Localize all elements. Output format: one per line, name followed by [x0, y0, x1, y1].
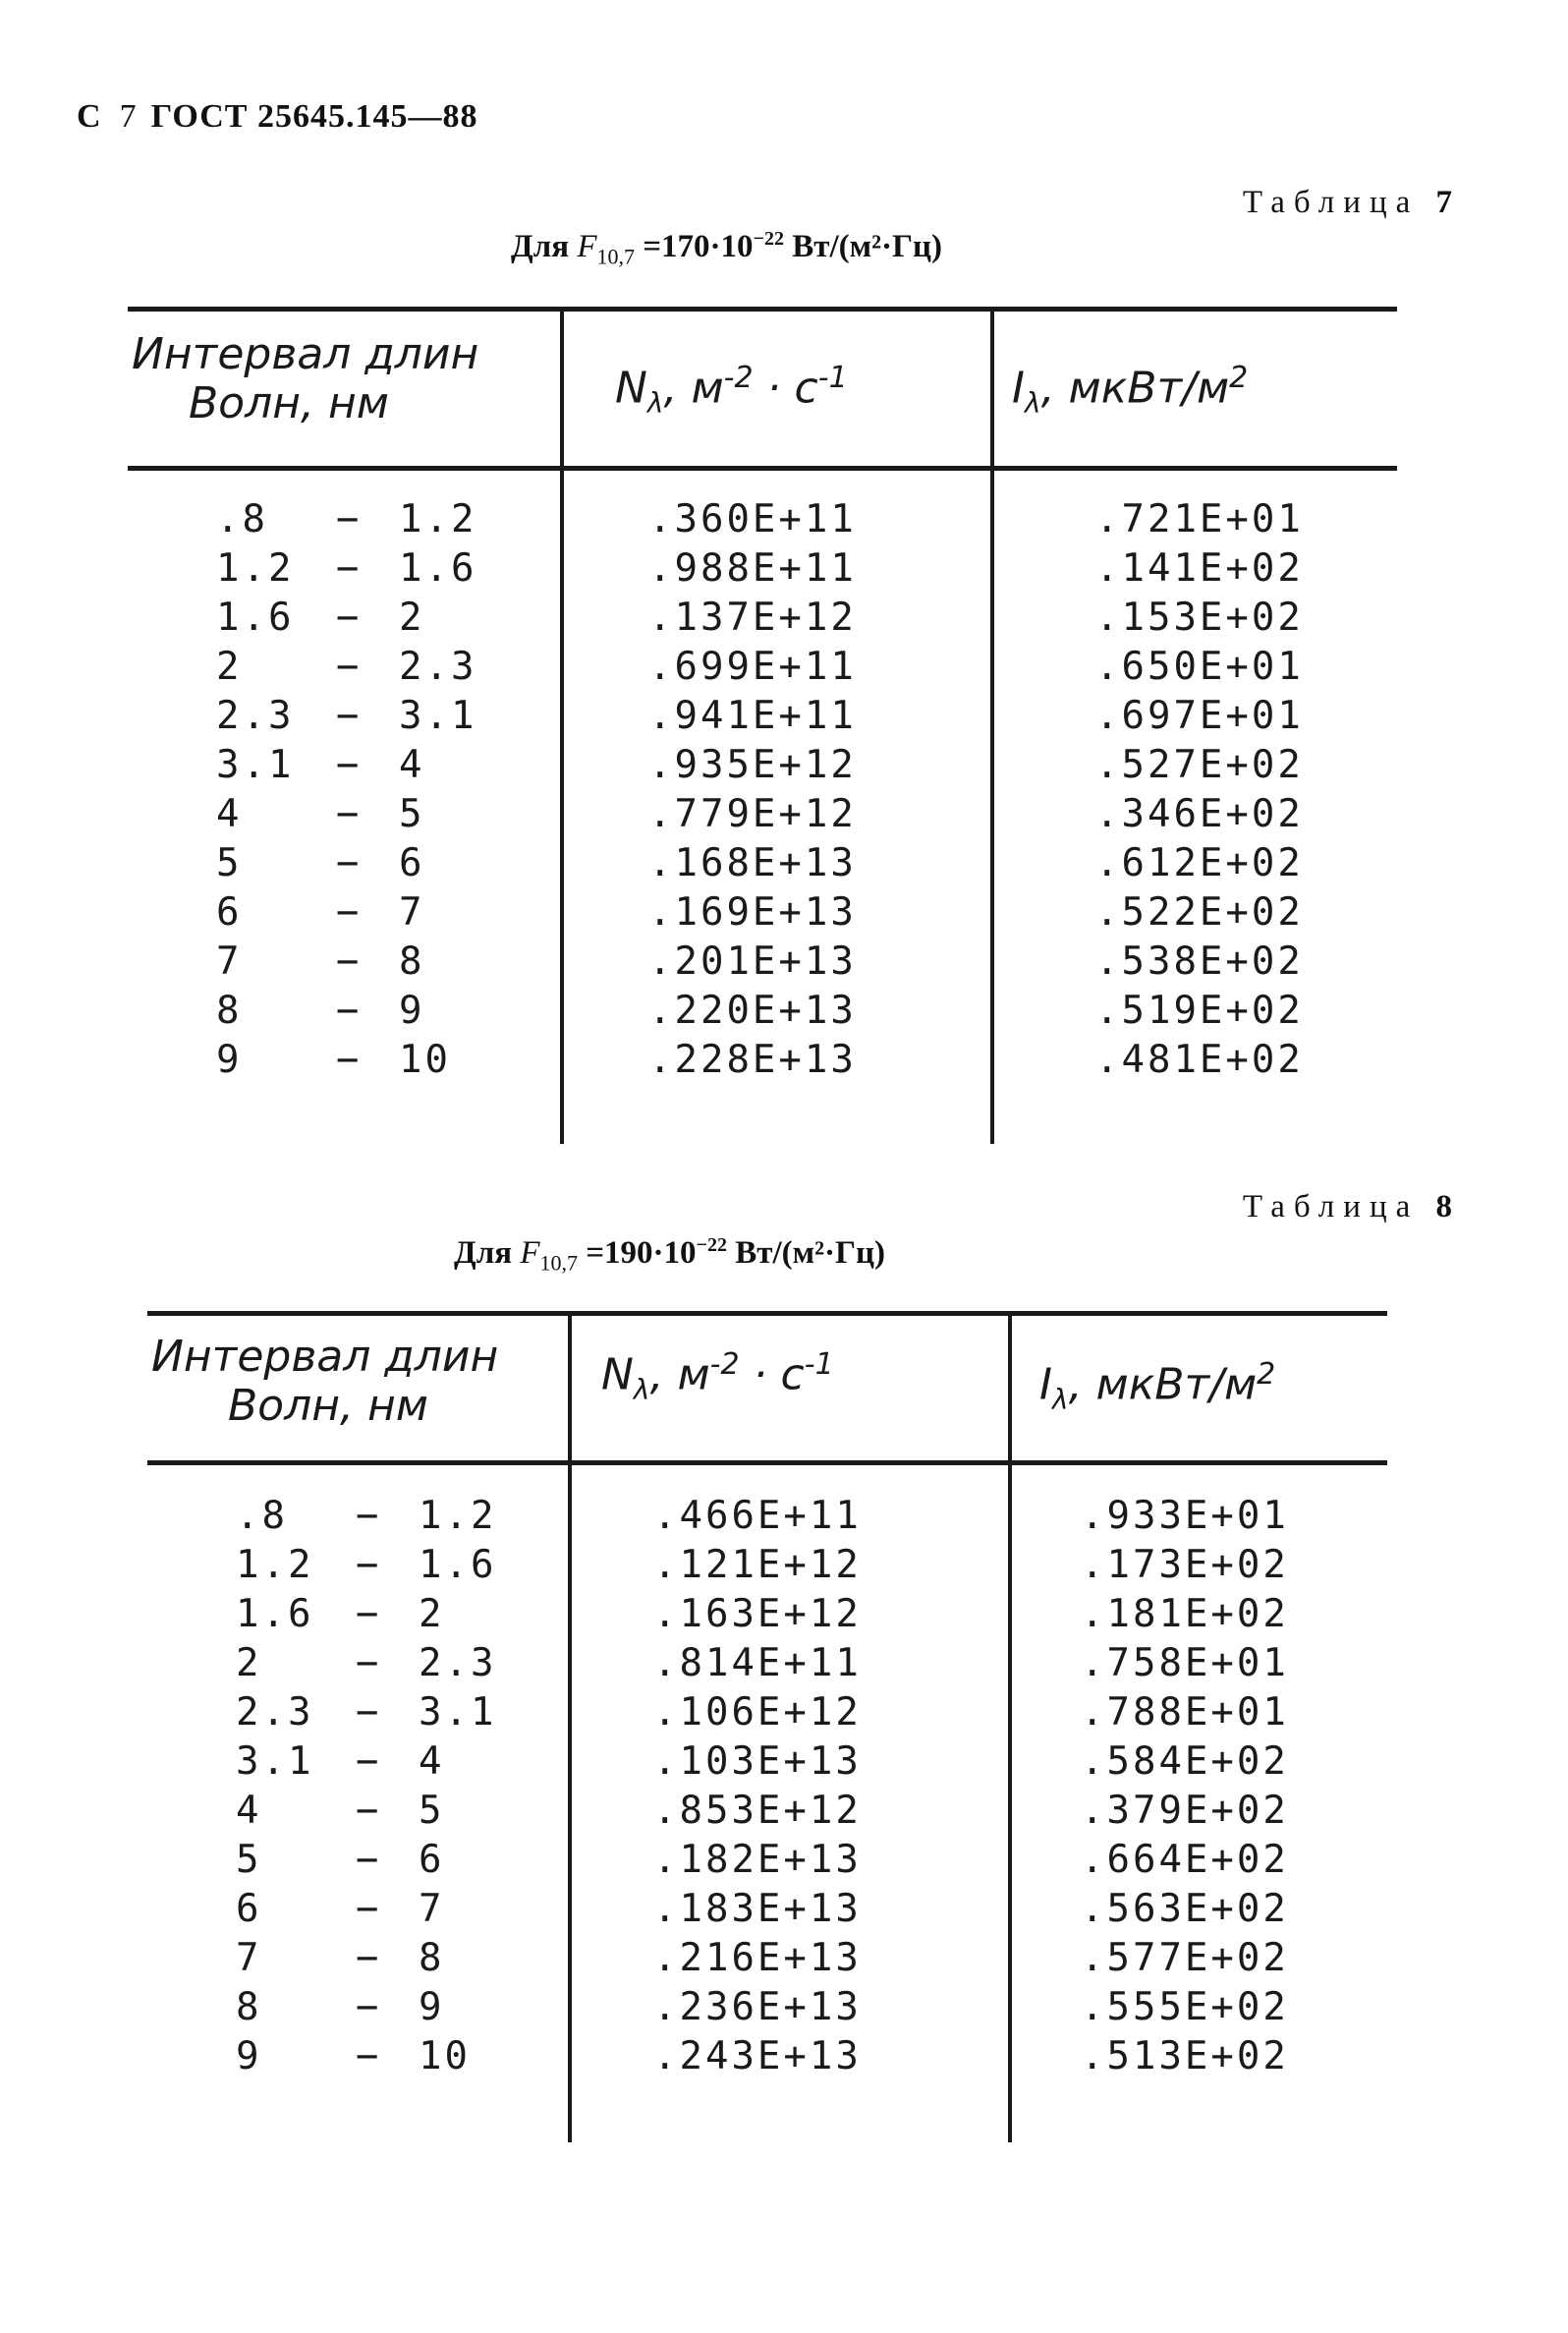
- i-sub: λ: [1024, 386, 1041, 420]
- interval-from: 2.3: [216, 694, 295, 738]
- i-lambda-value: .141E+02: [1095, 546, 1304, 591]
- header-interval-line2: Волн, нм: [189, 378, 389, 428]
- table-row: [147, 1737, 1387, 1787]
- interval-to: 8: [399, 939, 425, 984]
- header-rule: [128, 466, 1397, 471]
- i-exp: 2: [1257, 1357, 1276, 1392]
- caption-unit: Вт/(м²·Гц): [783, 229, 942, 264]
- table-7-caption: [511, 228, 942, 270]
- table-body: [147, 1492, 1387, 2081]
- n-exp2: -1: [817, 361, 848, 395]
- n-lambda-value: .466E+11: [653, 1494, 862, 1538]
- i-sub: λ: [1051, 1383, 1069, 1416]
- i-lambda-value: .788E+01: [1081, 1690, 1289, 1735]
- interval-from: 4: [216, 792, 243, 836]
- n-exp2: -1: [804, 1347, 834, 1382]
- i-lambda-value: .577E+02: [1081, 1936, 1289, 1980]
- table-label-word: Таблица: [1242, 185, 1420, 220]
- interval-from: 2.3: [236, 1690, 314, 1735]
- interval-dash: −: [356, 1641, 382, 1685]
- interval-dash: −: [356, 1592, 382, 1636]
- caption-value: =190·10: [578, 1235, 697, 1271]
- interval-dash: −: [356, 1838, 382, 1882]
- table-row: [128, 987, 1397, 1036]
- interval-dash: −: [336, 939, 363, 984]
- interval-to: 6: [399, 841, 425, 885]
- interval-from: 4: [236, 1789, 262, 1833]
- interval-dash: −: [356, 1690, 382, 1735]
- interval-from: 5: [216, 841, 243, 885]
- header-interval-line2: Волн, нм: [228, 1381, 428, 1431]
- interval-from: 6: [216, 890, 243, 935]
- n-lambda-value: .182E+13: [653, 1838, 862, 1882]
- interval-from: .8: [216, 497, 268, 541]
- table-8: [147, 1311, 1387, 2142]
- n-lambda-value: .699E+11: [648, 645, 857, 689]
- n-lambda-value: .163E+12: [653, 1592, 862, 1636]
- i-base: I: [1039, 1359, 1052, 1410]
- table-row: [128, 643, 1397, 692]
- n-base: N: [615, 363, 647, 414]
- table-row: [147, 1541, 1387, 1590]
- standard-id: ГОСТ 25645.145—88: [150, 98, 478, 135]
- i-lambda-value: .650E+01: [1095, 645, 1304, 689]
- interval-from: 6: [236, 1887, 262, 1931]
- interval-to: 3.1: [419, 1690, 497, 1735]
- n-lambda-value: .853E+12: [653, 1789, 862, 1833]
- i-lambda-value: .527E+02: [1095, 743, 1304, 787]
- header-rule: [147, 1460, 1387, 1465]
- table-row: [147, 1688, 1387, 1737]
- page-header: [77, 98, 477, 136]
- caption-sub: 10,7: [539, 1250, 578, 1276]
- interval-to: 1.2: [419, 1494, 497, 1538]
- n-lambda-value: .106E+12: [653, 1690, 862, 1735]
- interval-from: 9: [216, 1038, 243, 1082]
- interval-dash: −: [336, 743, 363, 787]
- n-lambda-value: .103E+13: [653, 1739, 862, 1784]
- interval-to: 9: [419, 1985, 445, 2029]
- table-row: [147, 1885, 1387, 1934]
- table-8-label: [1243, 1189, 1452, 1225]
- interval-from: 2: [236, 1641, 262, 1685]
- i-lambda-value: .721E+01: [1095, 497, 1304, 541]
- interval-to: 9: [399, 989, 425, 1033]
- header-n-lambda: [615, 354, 848, 427]
- header-i-lambda: [1012, 354, 1248, 427]
- i-lambda-value: .933E+01: [1081, 1494, 1289, 1538]
- caption-prefix: Для: [511, 229, 570, 264]
- header-interval: [151, 1333, 498, 1431]
- top-rule: [128, 307, 1397, 312]
- i-lambda-value: .153E+02: [1095, 596, 1304, 640]
- top-rule: [147, 1311, 1387, 1316]
- table-row: [128, 938, 1397, 987]
- table-row: [147, 1934, 1387, 1983]
- interval-dash: −: [356, 1789, 382, 1833]
- interval-to: 2: [399, 596, 425, 640]
- table-row: [147, 1639, 1387, 1688]
- interval-to: 7: [419, 1887, 445, 1931]
- n-lambda-value: .814E+11: [653, 1641, 862, 1685]
- table-row: [147, 1983, 1387, 2032]
- interval-dash: −: [336, 841, 363, 885]
- i-lambda-value: .173E+02: [1081, 1543, 1289, 1587]
- interval-from: 1.2: [236, 1543, 314, 1587]
- n-lambda-value: .360E+11: [648, 497, 857, 541]
- n-lambda-value: .220E+13: [648, 989, 857, 1033]
- n-lambda-value: .228E+13: [648, 1038, 857, 1082]
- n-lambda-value: .941E+11: [648, 694, 857, 738]
- interval-dash: −: [356, 1494, 382, 1538]
- interval-from: 8: [216, 989, 243, 1033]
- i-lambda-value: .584E+02: [1081, 1739, 1289, 1784]
- table-row: [147, 1836, 1387, 1885]
- table-row: [147, 1590, 1387, 1639]
- i-lambda-value: .538E+02: [1095, 939, 1304, 984]
- i-lambda-value: .555E+02: [1081, 1985, 1289, 2029]
- interval-dash: −: [356, 1739, 382, 1784]
- table-row: [128, 790, 1397, 839]
- page-number: 7: [119, 98, 138, 135]
- interval-to: 2: [419, 1592, 445, 1636]
- interval-dash: −: [336, 596, 363, 640]
- n-lambda-value: .988E+11: [648, 546, 857, 591]
- n-mid: · с: [753, 363, 818, 414]
- table-row: [128, 1036, 1397, 1085]
- interval-to: 5: [419, 1789, 445, 1833]
- table-row: [128, 839, 1397, 888]
- table-7-label: [1243, 185, 1452, 221]
- interval-from: 7: [216, 939, 243, 984]
- i-lambda-value: .513E+02: [1081, 2034, 1289, 2078]
- interval-from: 3.1: [236, 1739, 314, 1784]
- i-text: , мкВт/м: [1068, 1359, 1258, 1410]
- header-interval: [132, 330, 478, 428]
- table-row: [128, 594, 1397, 643]
- table-row: [128, 888, 1397, 938]
- table-row: [147, 1787, 1387, 1836]
- interval-from: 7: [236, 1936, 262, 1980]
- interval-dash: −: [336, 497, 363, 541]
- caption-exp: −22: [696, 1234, 727, 1256]
- header-interval-line1: Интервал длин: [132, 329, 479, 379]
- i-lambda-value: .612E+02: [1095, 841, 1304, 885]
- interval-dash: −: [336, 694, 363, 738]
- i-base: I: [1012, 363, 1025, 414]
- n-mid: · с: [739, 1349, 805, 1400]
- interval-from: 5: [236, 1838, 262, 1882]
- i-lambda-value: .522E+02: [1095, 890, 1304, 935]
- i-lambda-value: .481E+02: [1095, 1038, 1304, 1082]
- n-lambda-value: .779E+12: [648, 792, 857, 836]
- interval-to: 1.2: [399, 497, 477, 541]
- interval-from: 9: [236, 2034, 262, 2078]
- table-label-number: 7: [1435, 185, 1452, 220]
- i-text: , мкВт/м: [1040, 363, 1230, 414]
- n-lambda-value: .183E+13: [653, 1887, 862, 1931]
- interval-dash: −: [336, 989, 363, 1033]
- n-sub: λ: [633, 1373, 650, 1406]
- interval-dash: −: [336, 792, 363, 836]
- interval-dash: −: [336, 645, 363, 689]
- interval-dash: −: [336, 1038, 363, 1082]
- n-exp1: -2: [723, 361, 754, 395]
- interval-dash: −: [356, 1985, 382, 2029]
- table-row: [128, 495, 1397, 544]
- i-lambda-value: .563E+02: [1081, 1887, 1289, 1931]
- n-lambda-value: .935E+12: [648, 743, 857, 787]
- caption-unit: Вт/(м²·Гц): [726, 1235, 885, 1271]
- interval-dash: −: [356, 1936, 382, 1980]
- interval-from: 1.2: [216, 546, 295, 591]
- interval-dash: −: [356, 2034, 382, 2078]
- n-exp1: -2: [709, 1347, 740, 1382]
- interval-to: 3.1: [399, 694, 477, 738]
- n-base: N: [601, 1349, 634, 1400]
- n-lambda-value: .137E+12: [648, 596, 857, 640]
- interval-to: 2.3: [419, 1641, 497, 1685]
- table-row: [147, 1492, 1387, 1541]
- interval-to: 5: [399, 792, 425, 836]
- header-n-lambda: [601, 1340, 834, 1414]
- n-lambda-value: .236E+13: [653, 1985, 862, 2029]
- interval-dash: −: [336, 890, 363, 935]
- table-label-number: 8: [1435, 1189, 1452, 1224]
- interval-to: 10: [419, 2034, 471, 2078]
- n-lambda-value: .201E+13: [648, 939, 857, 984]
- table-label-word: Таблица: [1242, 1189, 1420, 1224]
- header-interval-line1: Интервал длин: [151, 1332, 499, 1382]
- table-row: [128, 741, 1397, 790]
- n-lambda-value: .216E+13: [653, 1936, 862, 1980]
- table-7: [128, 307, 1397, 1144]
- interval-to: 7: [399, 890, 425, 935]
- n-lambda-value: .243E+13: [653, 2034, 862, 2078]
- n-text: , м: [649, 1349, 710, 1400]
- i-exp: 2: [1229, 361, 1249, 395]
- interval-to: 4: [399, 743, 425, 787]
- i-lambda-value: .181E+02: [1081, 1592, 1289, 1636]
- table-row: [128, 544, 1397, 594]
- interval-from: .8: [236, 1494, 288, 1538]
- interval-to: 6: [419, 1838, 445, 1882]
- n-text: , м: [663, 363, 724, 414]
- i-lambda-value: .519E+02: [1095, 989, 1304, 1033]
- table-row: [128, 692, 1397, 741]
- n-lambda-value: .169E+13: [648, 890, 857, 935]
- header-i-lambda: [1039, 1350, 1275, 1424]
- i-lambda-value: .758E+01: [1081, 1641, 1289, 1685]
- interval-to: 1.6: [399, 546, 477, 591]
- page-prefix: С: [77, 98, 102, 135]
- interval-dash: −: [356, 1887, 382, 1931]
- i-lambda-value: .379E+02: [1081, 1789, 1289, 1833]
- n-lambda-value: .168E+13: [648, 841, 857, 885]
- interval-dash: −: [356, 1543, 382, 1587]
- caption-prefix: Для: [454, 1235, 513, 1271]
- i-lambda-value: .697E+01: [1095, 694, 1304, 738]
- i-lambda-value: .346E+02: [1095, 792, 1304, 836]
- interval-from: 2: [216, 645, 243, 689]
- i-lambda-value: .664E+02: [1081, 1838, 1289, 1882]
- interval-from: 1.6: [236, 1592, 314, 1636]
- interval-from: 3.1: [216, 743, 295, 787]
- interval-to: 2.3: [399, 645, 477, 689]
- caption-f: F: [577, 229, 597, 264]
- interval-dash: −: [336, 546, 363, 591]
- interval-to: 8: [419, 1936, 445, 1980]
- interval-to: 4: [419, 1739, 445, 1784]
- caption-value: =170·10: [635, 229, 754, 264]
- n-sub: λ: [646, 386, 664, 420]
- caption-sub: 10,7: [596, 244, 635, 269]
- caption-exp: −22: [753, 228, 784, 250]
- table-8-caption: [454, 1234, 885, 1277]
- table-body: [128, 495, 1397, 1085]
- n-lambda-value: .121E+12: [653, 1543, 862, 1587]
- caption-f: F: [520, 1235, 540, 1271]
- interval-from: 8: [236, 1985, 262, 2029]
- table-row: [147, 2032, 1387, 2081]
- interval-from: 1.6: [216, 596, 295, 640]
- interval-to: 10: [399, 1038, 451, 1082]
- interval-to: 1.6: [419, 1543, 497, 1587]
